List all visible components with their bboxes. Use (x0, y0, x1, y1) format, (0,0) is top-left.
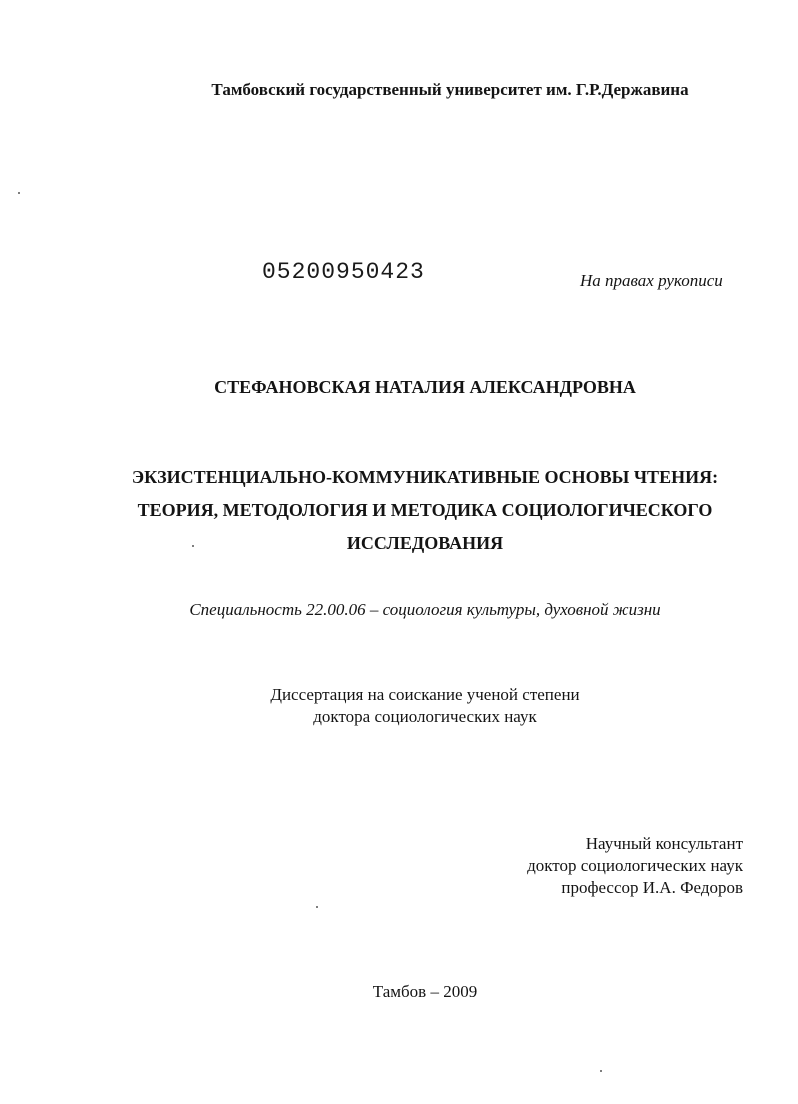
consultant-line: Научный консультант (585, 834, 743, 853)
document-number: 05200950423 (262, 259, 425, 285)
scientific-consultant (460, 833, 743, 899)
city-year: Тамбов – 2009 (372, 982, 478, 1001)
manuscript-note: На правах рукописи (580, 271, 723, 290)
title-line: ТЕОРИЯ, МЕТОДОЛОГИЯ И МЕТОДИКА СОЦИОЛОГИЧЕСКОГО (137, 500, 713, 520)
degree-line: доктора социологических наук (313, 707, 537, 726)
scan-speck (316, 906, 318, 908)
scan-speck (192, 545, 194, 547)
consultant-line: профессор И.А. Федоров (561, 878, 743, 897)
dissertation-title (80, 461, 770, 560)
degree-line: Диссертация на соискание ученой степени (270, 685, 580, 704)
specialty: Специальность 22.00.06 – социология культуры, духовной жизни (189, 600, 661, 619)
scan-speck (18, 192, 20, 194)
title-line: ИССЛЕДОВАНИЯ (346, 533, 504, 553)
title-line: ЭКЗИСТЕНЦИАЛЬНО-КОММУНИКАТИВНЫЕ ОСНОВЫ ЧТЕНИЯ: (131, 467, 719, 487)
degree-statement (140, 684, 710, 728)
scan-speck (600, 1070, 602, 1072)
university-name: Тамбовский государственный университет им. Г.Р.Державина (211, 80, 689, 99)
author-name: СТЕФАНОВСКАЯ НАТАЛИЯ АЛЕКСАНДРОВНА (214, 377, 636, 397)
consultant-line: доктор социологических наук (527, 856, 743, 875)
